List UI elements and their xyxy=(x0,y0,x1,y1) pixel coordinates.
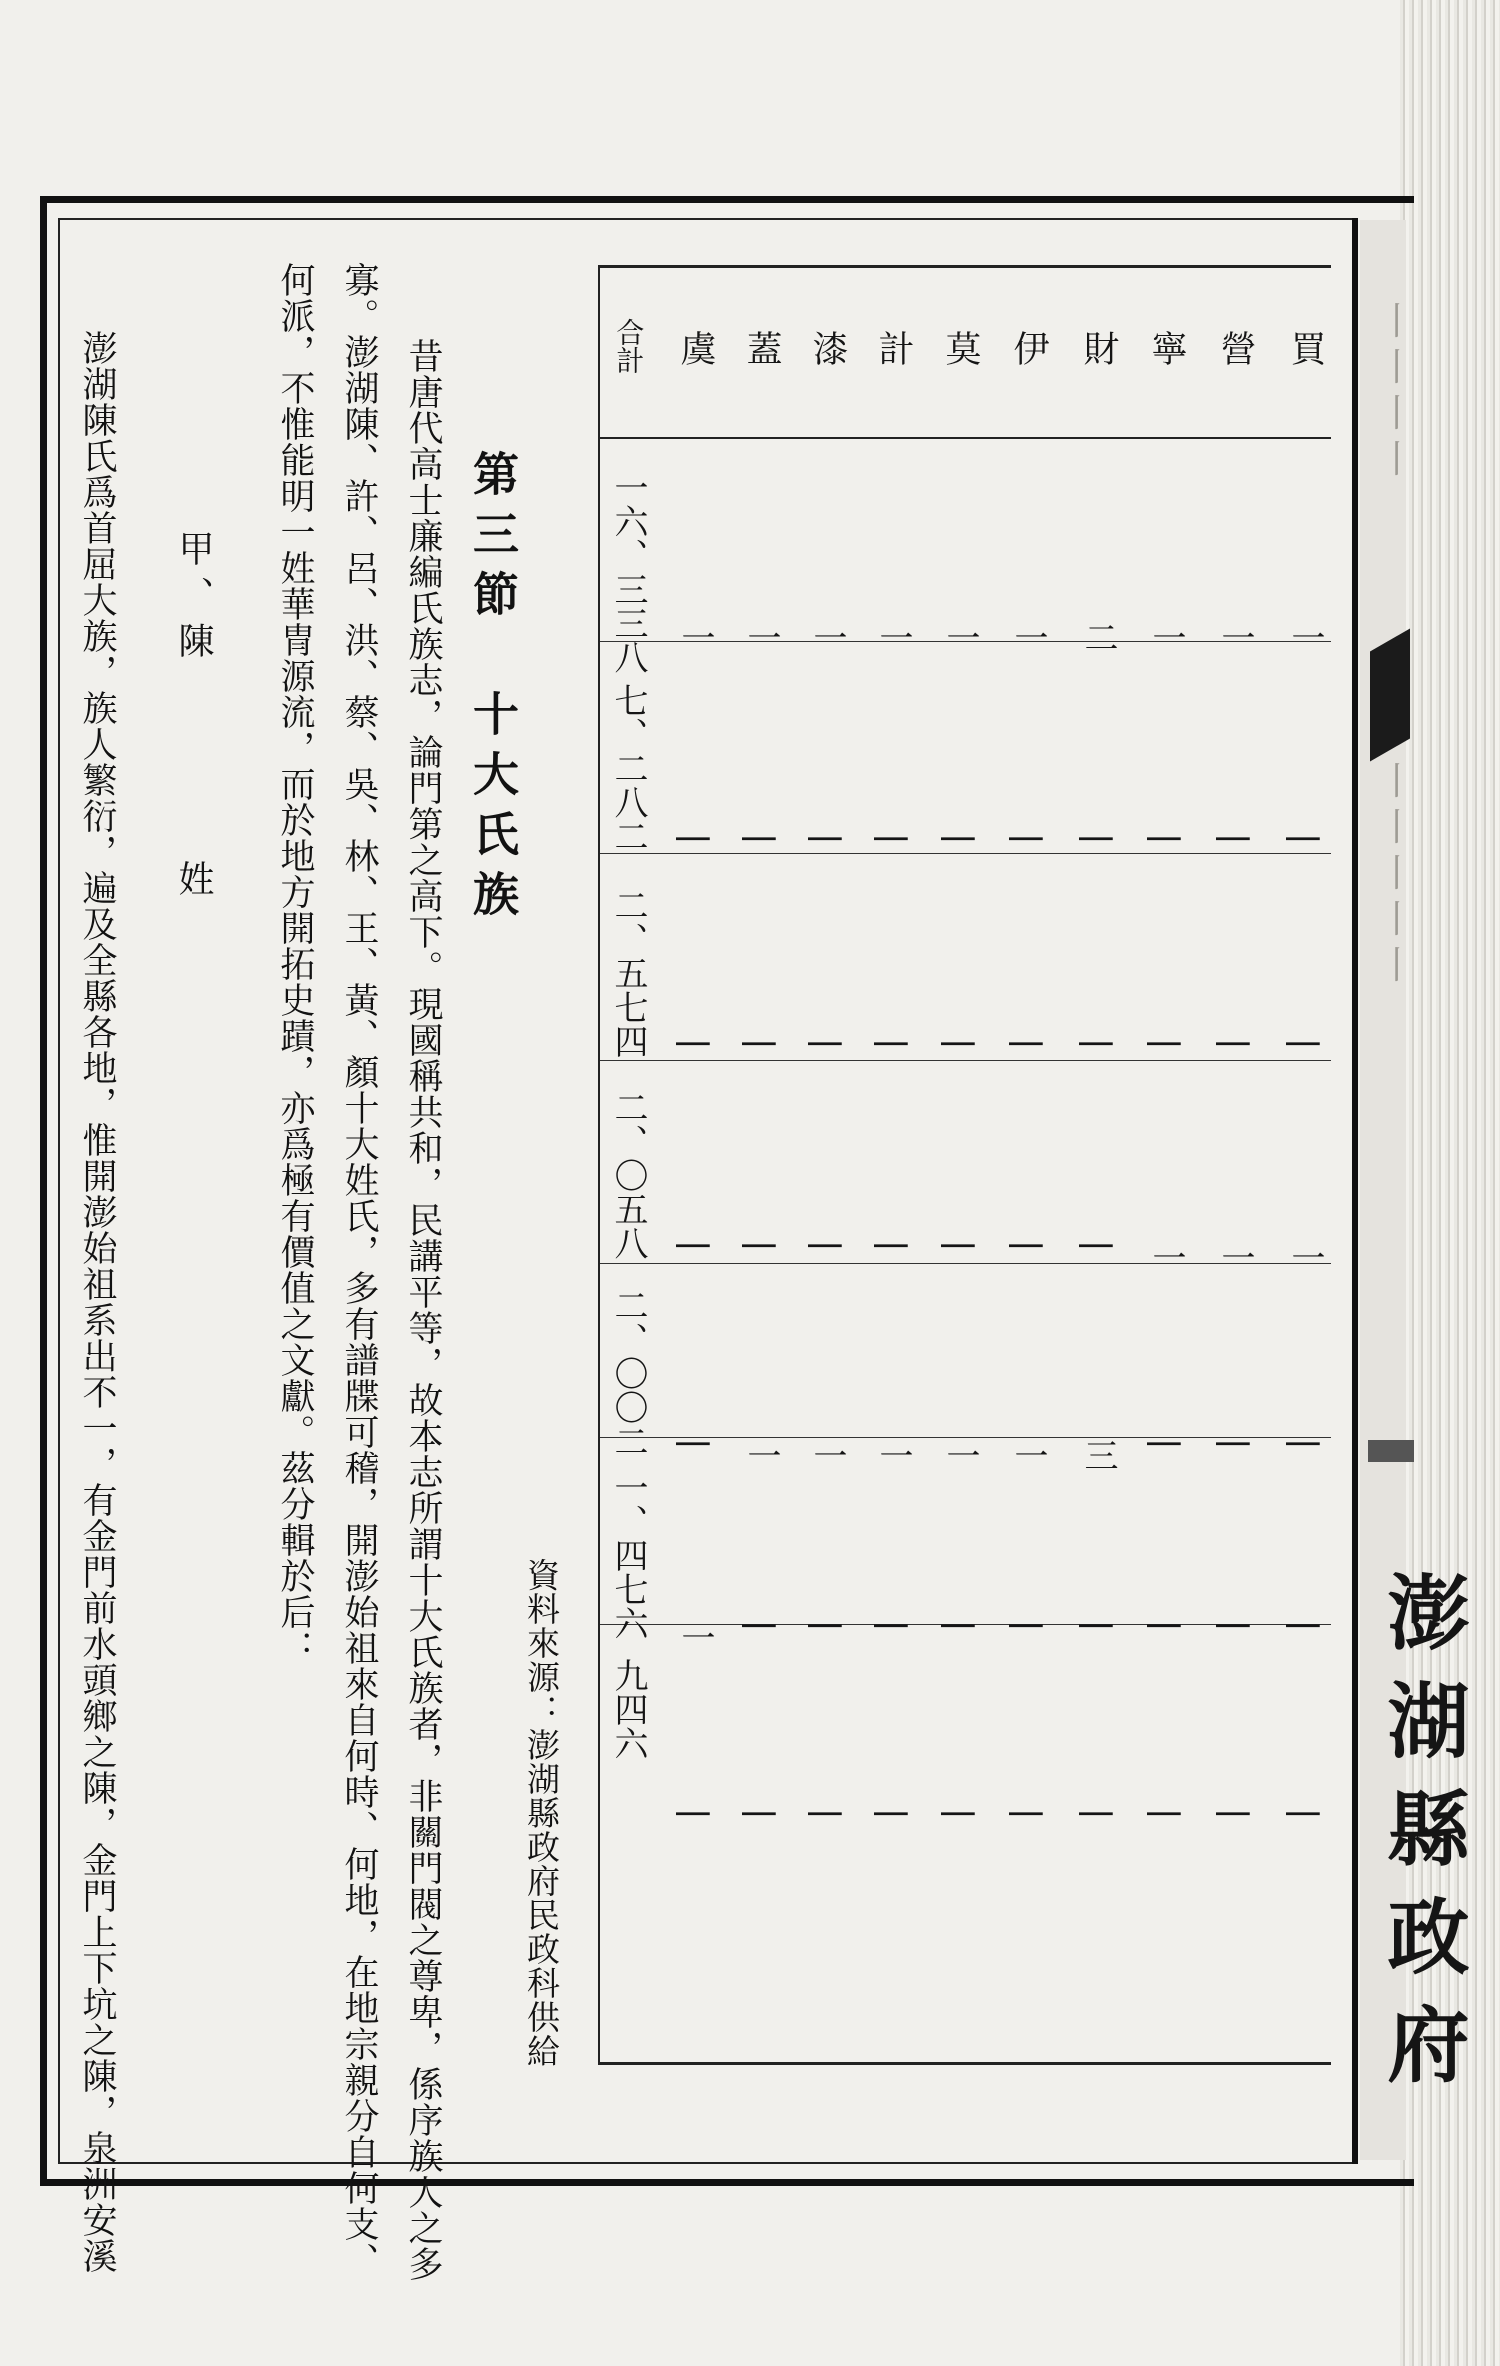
body-text-column-3: 何派，不惟能明一姓華冑源流，而於地方開拓史蹟，亦爲極有價值之文獻。茲分輯於后： xyxy=(275,262,315,1666)
table-column-header: 財 xyxy=(1078,330,1119,366)
table-cell: | xyxy=(873,1808,913,1820)
table-cell: | xyxy=(675,1240,715,1252)
bleed-through-text-2: 〡〡〡〡〡 xyxy=(1370,760,1416,990)
table-total-cell: 二、〇〇二 xyxy=(608,1288,648,1458)
table-cell: | xyxy=(741,833,781,845)
table-cell: 一 xyxy=(1146,620,1186,654)
print-smudge-1 xyxy=(1370,628,1410,761)
table-cell: | xyxy=(1078,1620,1118,1632)
table-cell: | xyxy=(1285,1438,1325,1450)
body-text-column-2: 寡。澎湖陳、許、呂、洪、蔡、吳、林、王、黃、顏十大姓氏，多有譜牒可稽，開澎始祖來自何時、何地，在地宗親分自何支、 xyxy=(339,262,379,2278)
table-cell: 一 xyxy=(873,1438,913,1472)
table-cell: 一 xyxy=(1215,620,1255,654)
table-cell: | xyxy=(807,1808,847,1820)
table-cell: | xyxy=(675,833,715,845)
table-total-cell: 一六、三三八 xyxy=(608,470,648,674)
table-cell: 一 xyxy=(675,1620,715,1654)
table-cell: | xyxy=(741,1620,781,1632)
table-cell: 三 xyxy=(1078,1438,1118,1472)
table-cell: | xyxy=(1285,1620,1325,1632)
table-cell: 二 xyxy=(1078,620,1118,654)
table-cell: | xyxy=(1285,1038,1325,1050)
table-column-header: 漆 xyxy=(807,330,848,366)
table-cell: 一 xyxy=(675,620,715,654)
table-column-header: 合計 xyxy=(612,318,646,374)
table-cell: | xyxy=(807,1038,847,1050)
table-column-header: 寧 xyxy=(1146,330,1187,366)
section-title: 第三節 十大氏族 xyxy=(466,450,520,930)
table-cell: | xyxy=(807,1620,847,1632)
table-column-header: 營 xyxy=(1215,330,1256,366)
table-cell: | xyxy=(1215,1620,1255,1632)
table-cell: | xyxy=(1078,1240,1118,1252)
table-cell: | xyxy=(1078,1808,1118,1820)
table-cell: | xyxy=(1078,833,1118,845)
table-cell: 一 xyxy=(1146,1240,1186,1274)
subsection-heading-suffix: 姓 xyxy=(173,860,214,896)
table-cell: 一 xyxy=(940,620,980,654)
table-cell: | xyxy=(1008,1240,1048,1252)
table-cell: | xyxy=(940,1240,980,1252)
table-cell: | xyxy=(1215,1438,1255,1450)
table-cell: | xyxy=(1008,1038,1048,1050)
table-cell: | xyxy=(1285,1808,1325,1820)
table-column-header: 買 xyxy=(1285,330,1326,366)
table-cell: | xyxy=(1215,1808,1255,1820)
table-total-cell: 七、二八二 xyxy=(608,683,648,853)
table-cell: | xyxy=(1008,1620,1048,1632)
table-cell: | xyxy=(940,833,980,845)
print-smudge-2 xyxy=(1368,1440,1414,1462)
table-total-cell: 二、〇五八 xyxy=(608,1090,648,1260)
table-column-header: 虞 xyxy=(675,330,716,366)
table-cell: | xyxy=(1146,833,1186,845)
table-cell: 一 xyxy=(807,620,847,654)
table-cell: 一 xyxy=(1285,620,1325,654)
table-cell: | xyxy=(940,1620,980,1632)
table-cell: | xyxy=(675,1438,715,1450)
table-row-rule xyxy=(600,1060,1331,1061)
table-header-rule xyxy=(600,437,1331,439)
table-total-cell: 九四六 xyxy=(608,1658,648,1760)
table-cell: | xyxy=(807,833,847,845)
table-cell: 一 xyxy=(940,1438,980,1472)
table-cell: | xyxy=(873,1620,913,1632)
table-cell: | xyxy=(1215,833,1255,845)
subsection-heading: 甲、陳 xyxy=(173,530,214,668)
source-note: 資料來源：澎湖縣政府民政科供給 xyxy=(522,1558,561,2068)
table-cell: | xyxy=(741,1038,781,1050)
table-cell: 一 xyxy=(1285,1240,1325,1274)
table-cell: | xyxy=(741,1240,781,1252)
table-cell: | xyxy=(675,1038,715,1050)
table-cell: | xyxy=(1215,1038,1255,1050)
table-cell: | xyxy=(873,833,913,845)
table-column-header: 蓋 xyxy=(741,330,782,366)
table-total-cell: 二、五七四 xyxy=(608,888,648,1058)
table-cell: | xyxy=(807,1240,847,1252)
table-cell: | xyxy=(1008,1808,1048,1820)
table-cell: | xyxy=(741,1808,781,1820)
table-cell: | xyxy=(940,1038,980,1050)
table-cell: | xyxy=(675,1808,715,1820)
table-cell: | xyxy=(1078,1038,1118,1050)
table-total-cell: 一、四七六 xyxy=(608,1470,648,1640)
bleed-through-text-1: 〡〡〡〡 xyxy=(1370,300,1416,484)
table-cell: 一 xyxy=(807,1438,847,1472)
table-column-header: 計 xyxy=(873,330,914,366)
table-cell: 一 xyxy=(1008,620,1048,654)
table-cell: | xyxy=(1285,833,1325,845)
table-cell: | xyxy=(873,1240,913,1252)
table-cell: | xyxy=(1146,1038,1186,1050)
table-cell: | xyxy=(1146,1808,1186,1820)
table-cell: 一 xyxy=(873,620,913,654)
table-cell: | xyxy=(1146,1620,1186,1632)
statistics-table xyxy=(598,265,1331,2065)
table-cell: 一 xyxy=(1215,1240,1255,1274)
table-column-header: 伊 xyxy=(1008,330,1049,366)
table-column-header: 莫 xyxy=(940,330,981,366)
side-heading: 澎湖縣政府 xyxy=(1374,1570,1470,2110)
table-cell: | xyxy=(940,1808,980,1820)
table-cell: | xyxy=(873,1038,913,1050)
table-cell: | xyxy=(1008,833,1048,845)
border-right-bar xyxy=(1352,218,1358,2164)
body-text-column-4: 澎湖陳氏爲首屈大族，族人繁衍，遍及全縣各地，惟開澎始祖系出不一，有金門前水頭鄉之陳，金門上下坑之陳，泉洲安溪 xyxy=(77,330,117,2274)
table-cell: 一 xyxy=(741,1438,781,1472)
table-cell: 一 xyxy=(1008,1438,1048,1472)
table-cell: 一 xyxy=(741,620,781,654)
table-cell: | xyxy=(1146,1438,1186,1450)
body-text-column-1: 昔唐代高士廉編氏族志，論門第之高下。現國稱共和，民講平等，故本志所謂十大氏族者，非關門閥之尊卑，係序族人之多 xyxy=(403,338,443,2282)
table-row-rule xyxy=(600,853,1331,854)
